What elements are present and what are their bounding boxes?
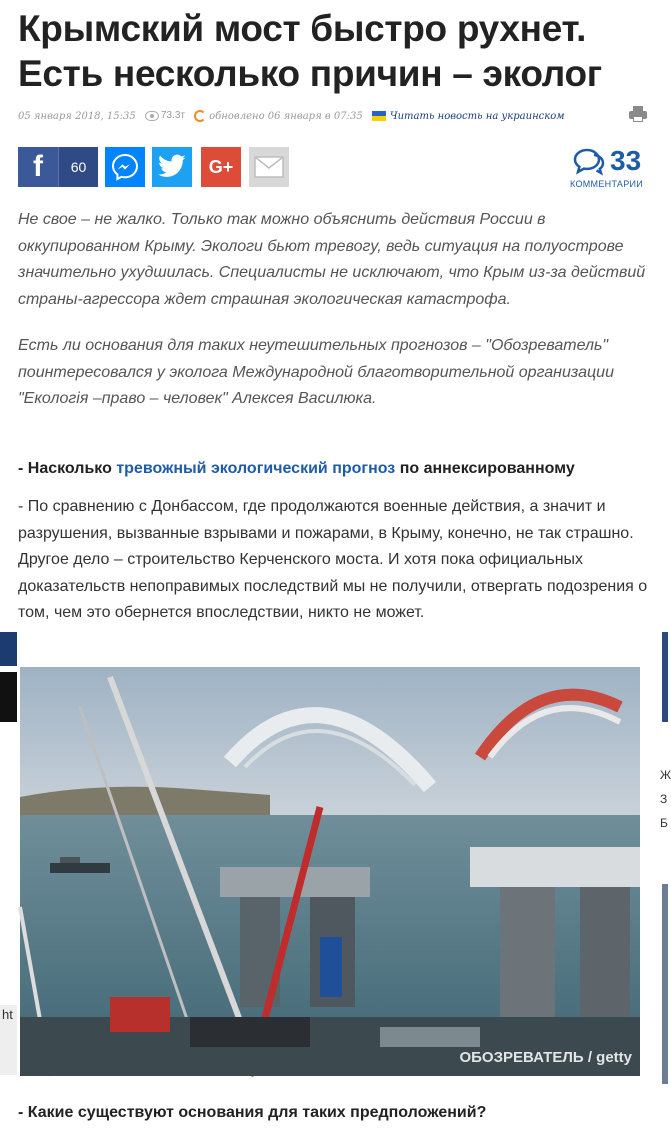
messenger-icon — [111, 153, 139, 181]
article-meta — [18, 110, 648, 126]
gplus-icon: G+ — [208, 156, 234, 177]
sidebar-fragment-right-image — [662, 884, 668, 1084]
article-lead — [18, 207, 648, 433]
eye-icon — [145, 111, 159, 121]
email-share-button[interactable] — [249, 147, 289, 187]
facebook-icon: f — [33, 150, 43, 183]
messenger-share-button[interactable] — [105, 147, 145, 187]
comments-counter[interactable] — [570, 147, 650, 189]
comments-label[interactable]: КОММЕНТАРИИ — [570, 179, 644, 189]
read-ukrainian-link[interactable]: Читать новость на украинском — [372, 111, 565, 122]
refresh-icon — [194, 110, 206, 122]
sidebar-fragment-left-bottom: ht — [0, 1005, 17, 1075]
bridge-photo-image — [20, 667, 640, 1076]
views-count: 73.3т — [145, 110, 185, 121]
interview-question-1: - Насколько тревожный экологический прогноз по аннексированному — [18, 460, 575, 477]
interview-question-2: - Какие существуют основания для таких предположений? — [18, 1104, 487, 1121]
mail-icon — [254, 156, 284, 178]
forecast-link[interactable]: тревожный экологический прогноз — [116, 460, 396, 477]
lead-paragraph-1: Не свое – не жалко. Только так можно объяснить действия России в оккупированном Крыму. Экологи бьют тревогу, ведь ситуация на полуострове значительно ухудшилась. Специалисты не исключают, что Крым из-за действий страны-агрессора ждет страшная экологическая катастрофа. — [18, 211, 646, 308]
twitter-share-button[interactable] — [152, 147, 192, 187]
ukraine-flag-icon — [372, 111, 386, 121]
lead-paragraph-2: Есть ли основания для таких неутешительных прогнозов – "Обозреватель" поинтересовался у эколога Международной благотворительной организации "Екологія –право – человек" Алексея Василюка. — [18, 337, 614, 407]
sidebar-fragment-right-top — [662, 632, 668, 722]
article-title: Крымский мост быстро рухнет. Есть несколько причин – эколог — [18, 8, 602, 94]
photo-watermark: ОБОЗРЕВАТЕЛЬ / getty — [459, 1049, 632, 1066]
print-icon[interactable] — [629, 106, 647, 122]
publish-date: 05 января 2018, 15:35 — [18, 110, 136, 122]
sidebar-fragment-right-text-3: Б — [660, 816, 668, 830]
interview-answer-1: - По сравнению с Донбассом, где продолжаются военные действия, а значит и разрушения, вызванные взрывами и пожарами, в Крыму, конечно, не так страшно. Другое дело – строительство Керченского моста. И хотя пока официальных доказательств непоправимых последствий мы не получили, отвергать подозрения о том, чем это обернется впоследствии, никто не может. — [18, 498, 648, 621]
gplus-share-button[interactable] — [201, 147, 241, 187]
sidebar-fragment-right-text-2: З — [660, 792, 668, 806]
updated-date: обновлено 06 января в 07:35 — [194, 110, 363, 122]
sidebar-fragment-left-image — [0, 672, 17, 722]
facebook-share-count[interactable]: 60 — [58, 147, 98, 187]
comments-count[interactable]: 33 — [610, 145, 642, 176]
facebook-share-button[interactable] — [18, 147, 58, 187]
comment-bubble-icon — [572, 147, 606, 177]
twitter-icon — [157, 154, 187, 180]
sidebar-fragment-left-top — [0, 632, 17, 666]
sidebar-fragment-right-text-1: Ж — [660, 768, 671, 782]
article-photo[interactable] — [20, 667, 640, 1076]
